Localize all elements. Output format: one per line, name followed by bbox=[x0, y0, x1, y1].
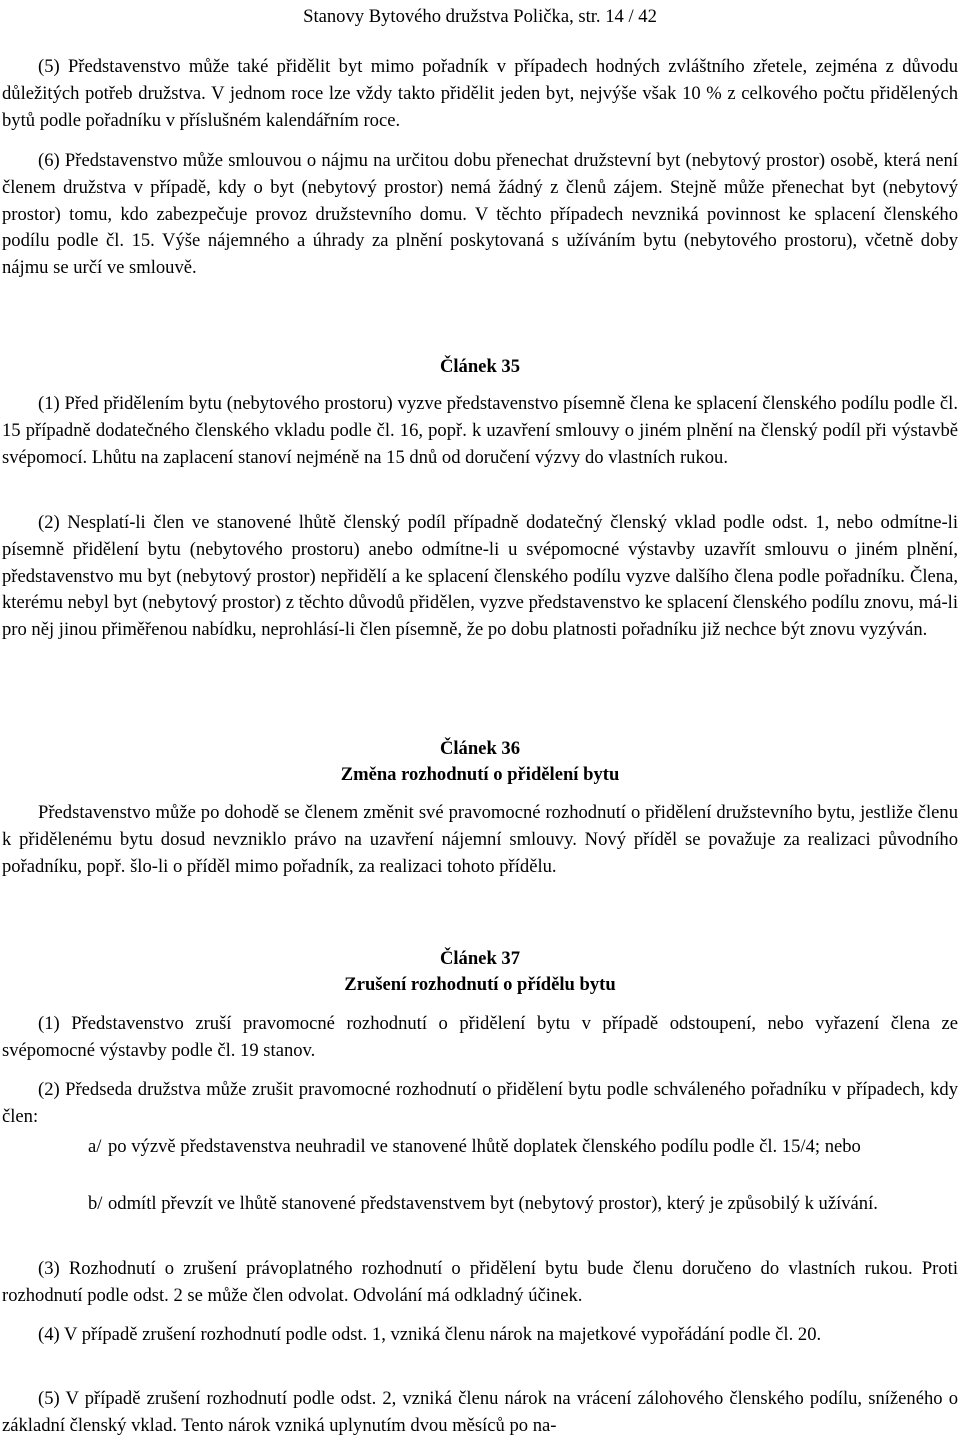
list-item-a bbox=[88, 1134, 958, 1161]
paragraph-5: (5) Představenstvo může také přidělit byt mimo pořadník v případech hodných zvláštního zřetele, zejména z důvodu důležitých potřeb družstva. V jednom roce lze vždy takto přidělit jeden byt, nejvýše však 10 % z celkového počtu přidělených bytů podle pořadníku v příslušném kalendářním roce. bbox=[2, 56, 958, 131]
article-37-paragraph-2: (2) Předseda družstva může zrušit pravomocné rozhodnutí o přidělení bytu podle schváleného pořadníku v případech, kdy člen: bbox=[2, 1079, 958, 1127]
list-item-a-label: a/ bbox=[88, 1136, 102, 1157]
article-36-heading: Článek 36 bbox=[439, 738, 521, 759]
list-item-b-text: odmítl převzít ve lhůtě stanovené představenstvem byt (nebytový prostor), který je způsobilý k užívání. bbox=[108, 1193, 878, 1214]
article-37-paragraph-4: (4) V případě zrušení rozhodnutí podle odst. 1, vzniká členu nárok na majetkové vypořádání podle čl. 20. bbox=[38, 1324, 822, 1345]
paragraph-6: (6) Představenstvo může smlouvou o nájmu na určitou dobu přenechat družstevní byt (nebytový prostor) osobě, která není členem družstva v případě, kdy o byt (nebytový prostor) nemá žádný z členů zájem. Stejně může přenechat byt (nebytový prostor) tomu, kdo zabezpečuje provoz družstevního domu. V těchto případech nevzniká povinnost ke splacení členského podílu podle čl. 15. Výše nájemného a úhrady za plnění poskytovaná s užíváním bytu (nebytového prostoru), včetně doby nájmu se určí ve smlouvě. bbox=[2, 150, 958, 279]
article-35-paragraph-2: (2) Nesplatí-li člen ve stanovené lhůtě členský podíl případně dodatečný členský vklad podle odst. 1, nebo odmítne-li písemně přidělení bytu (nebytového prostoru) anebo odmítne-li u svépomocné výstavby uzavřít smlouvu o jiném plnění, představenstvo mu byt (nebytový prostor) nepřidělí a ke splacení členského podílu vyzve dalšího člena podle pořadníku. Člena, kterému nebyl byt (nebytový prostor) z těchto důvodů přidělen, vyzve představenstvo ke splacení členského podílu znovu, má-li pro něj jinou přiměřenou nabídku, neprohlásí-li člen písemně, že po dobu platnosti pořadníku již nechce být znovu vyzýván. bbox=[2, 512, 958, 641]
article-36-subheading: Změna rozhodnutí o přidělení bytu bbox=[340, 764, 620, 785]
list-item-a-text: po výzvě představenstva neuhradil ve stanovené lhůtě doplatek členského podílu podle čl. 15/4; nebo bbox=[108, 1136, 861, 1157]
article-36-paragraph-1: Představenstvo může po dohodě se členem změnit své pravomocné rozhodnutí o přidělení družstevního bytu, jestliže členu k přidělenému bytu dosud nevzniklo právo na uzavření nájemní smlouvy. Nový příděl se považuje za realizaci původního pořadníku, popř. šlo-li o příděl mimo pořadník, za realizaci tohoto přídělu. bbox=[2, 802, 958, 877]
list-item-b-label: b/ bbox=[88, 1193, 103, 1214]
page-header: Stanovy Bytového družstva Polička, str. 14 / 42 bbox=[303, 6, 657, 27]
article-35-paragraph-1: (1) Před přidělením bytu (nebytového prostoru) vyzve představenstvo písemně člena ke splacení členského podílu podle čl. 15 případně dodatečného členského vkladu podle čl. 16, popř. k uzavření smlouvy o jiném plnění na členský podíl při výstavbě svépomocí. Lhůtu na zaplacení stanoví nejméně na 15 dnů od doručení výzvy do vlastních rukou. bbox=[2, 393, 958, 468]
list-item-b bbox=[88, 1191, 958, 1218]
article-37-subheading: Zrušení rozhodnutí o přídělu bytu bbox=[344, 974, 616, 995]
article-37-heading: Článek 37 bbox=[439, 948, 521, 969]
article-37-paragraph-5: (5) V případě zrušení rozhodnutí podle odst. 2, vzniká členu nárok na vrácení zálohového členského podílu, sníženého o základní členský vklad. Tento nárok vzniká uplynutím dvou měsíců po na- bbox=[2, 1388, 958, 1436]
article-37-paragraph-1: (1) Představenstvo zruší pravomocné rozhodnutí o přidělení bytu v případě odstoupení, nebo vyřazení člena ze svépomocné výstavby podle čl. 19 stanov. bbox=[2, 1013, 958, 1061]
article-35-heading: Článek 35 bbox=[439, 356, 521, 377]
article-37-paragraph-3: (3) Rozhodnutí o zrušení právoplatného rozhodnutí o přidělení bytu bude členu doručeno do vlastních rukou. Proti rozhodnutí podle odst. 2 se může člen odvolat. Odvolání má odkladný účinek. bbox=[2, 1258, 958, 1306]
